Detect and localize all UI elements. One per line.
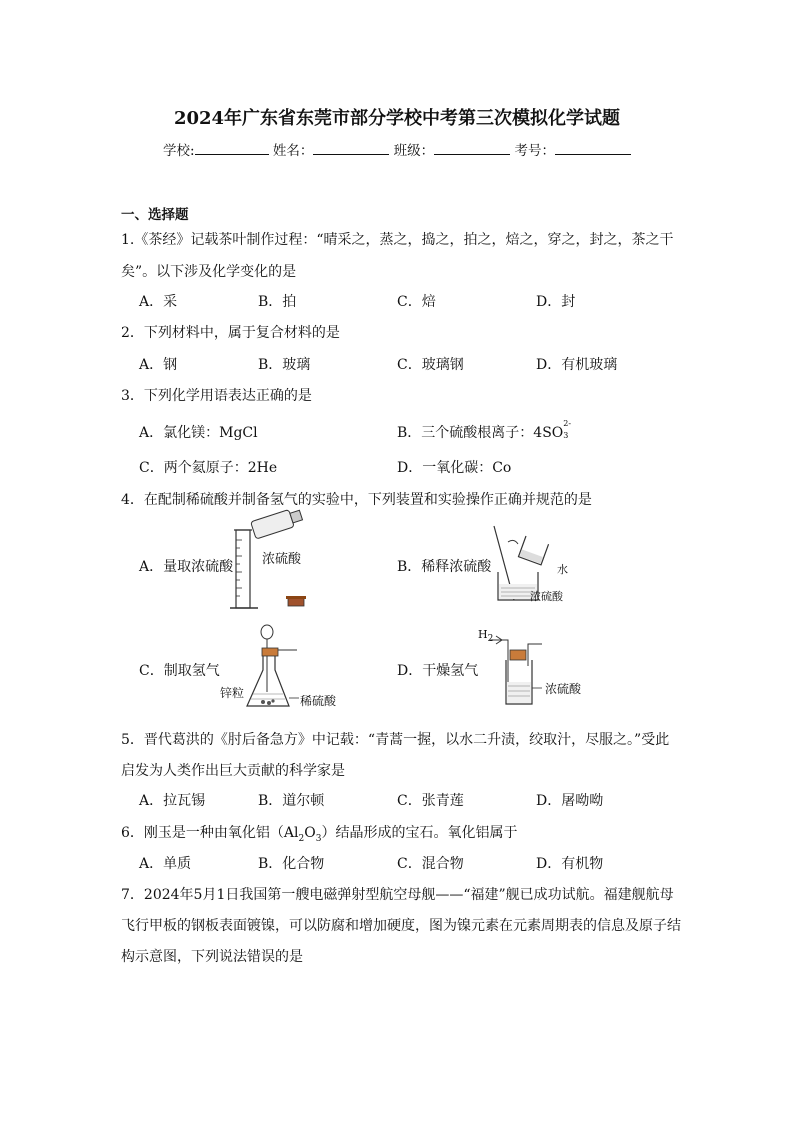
q6-text-pre: 6．刚玉是一种由氧化铝（Al <box>121 825 299 841</box>
label-conc-acid-b: 浓硫酸 <box>530 590 563 603</box>
sulfate-charge: 2- <box>563 419 572 428</box>
number-label: 考号： <box>514 143 555 159</box>
student-info-line <box>163 139 631 159</box>
q2-option-b[interactable]: B．玻璃 <box>258 357 311 373</box>
q2-option-c[interactable]: C．玻璃钢 <box>397 357 464 373</box>
section-heading: 一、选择题 <box>121 207 189 223</box>
q6-text-mid: O <box>304 825 316 841</box>
q3-option-a[interactable]: A．氯化镁：MgCl <box>139 425 258 441</box>
question-2: 2．下列材料中，属于复合材料的是 <box>121 325 340 341</box>
question-1-line-2: 矣”。以下涉及化学变化的是 <box>121 264 297 280</box>
school-blank[interactable] <box>195 142 269 155</box>
question-7-line-3: 构示意图，下列说法错误的是 <box>121 949 303 965</box>
q3-option-d[interactable]: D．一氧化碳：Co <box>397 460 512 476</box>
q3-option-c[interactable]: C．两个氦原子：2He <box>139 460 278 476</box>
q4-option-d[interactable]: D．干燥氢气 <box>397 663 479 679</box>
q5-option-d[interactable]: D．屠呦呦 <box>536 793 604 809</box>
q4-option-a[interactable]: A．量取浓硫酸 <box>139 559 234 575</box>
sulfate-formula: 4SO <box>533 425 564 441</box>
q2-option-d[interactable]: D．有机玻璃 <box>536 357 618 373</box>
label-zinc: 锌粒 <box>220 686 245 700</box>
q5-option-b[interactable]: B．道尔顿 <box>258 793 325 809</box>
q6-text-post: ）结晶形成的宝石。氧化铝属于 <box>321 825 518 841</box>
question-5-line-2: 启发为人类作出巨大贡献的科学家是 <box>121 763 345 779</box>
q1-option-a[interactable]: A．采 <box>139 294 178 310</box>
question-4: 4．在配制稀硫酸并制备氢气的实验中，下列装置和实验操作正确并规范的是 <box>121 492 592 508</box>
q3-option-b[interactable] <box>397 419 573 442</box>
q1-option-c[interactable]: C．焙 <box>397 294 436 310</box>
label-h2 <box>478 628 493 644</box>
question-5-line-1: 5．晋代葛洪的《肘后备急方》中记载：“青蒿一握，以水二升渍，绞取汁，尽服之。”受此 <box>121 732 670 748</box>
label-dilute-acid: 稀硫酸 <box>300 694 337 708</box>
number-blank[interactable] <box>555 142 631 155</box>
question-3: 3．下列化学用语表达正确的是 <box>121 388 312 404</box>
question-7-line-2: 飞行甲板的钢板表面镀镍，可以防腐和增加硬度，图为镍元素在元素周期表的信息及原子结 <box>121 918 681 934</box>
h2-symbol: H <box>478 628 488 641</box>
name-blank[interactable] <box>313 142 389 155</box>
q6-option-b[interactable]: B．化合物 <box>258 856 325 872</box>
q1-option-b[interactable]: B．拍 <box>258 294 297 310</box>
sulfate-subscript: 3 <box>563 431 569 440</box>
page-title: 2024年广东省东莞市部分学校中考第三次模拟化学试题 <box>173 108 621 129</box>
class-label: 班级： <box>393 143 435 159</box>
q6-sub-1: 2 <box>298 833 305 844</box>
question-1-line-1: 1.《茶经》记载茶叶制作过程：“晴采之，蒸之，捣之，拍之，焙之，穿之，封之，茶之干 <box>121 232 674 248</box>
q5-option-a[interactable]: A．拉瓦锡 <box>139 793 206 809</box>
q6-option-a[interactable]: A．单质 <box>139 856 192 872</box>
q4-option-c[interactable]: C．制取氢气 <box>139 663 220 679</box>
label-water: 水 <box>557 563 568 576</box>
question-7-line-1: 7．2024年5月1日我国第一艘电磁弹射型航空母舰——“福建”舰已成功试航。福建舰航母 <box>121 887 674 903</box>
label-conc-acid-a: 浓硫酸 <box>262 552 302 567</box>
q1-option-d[interactable]: D．封 <box>536 294 576 310</box>
q2-option-a[interactable]: A．钢 <box>139 357 178 373</box>
name-label: 姓名： <box>272 143 314 159</box>
q6-option-c[interactable]: C．混合物 <box>397 856 464 872</box>
label-conc-acid-d: 浓硫酸 <box>545 682 582 696</box>
q5-option-c[interactable]: C．张青莲 <box>397 793 464 809</box>
h2-subscript: 2 <box>487 634 494 645</box>
q6-sub-2: 3 <box>315 833 322 844</box>
school-label: 学校: <box>163 143 195 159</box>
figure-c-flask <box>245 622 305 714</box>
q4-option-b[interactable]: B．稀释浓硫酸 <box>397 559 492 575</box>
q3-option-b-label: B．三个硫酸根离子： <box>397 425 534 441</box>
q6-option-d[interactable]: D．有机物 <box>536 856 604 872</box>
question-6 <box>121 822 517 844</box>
class-blank[interactable] <box>434 142 510 155</box>
